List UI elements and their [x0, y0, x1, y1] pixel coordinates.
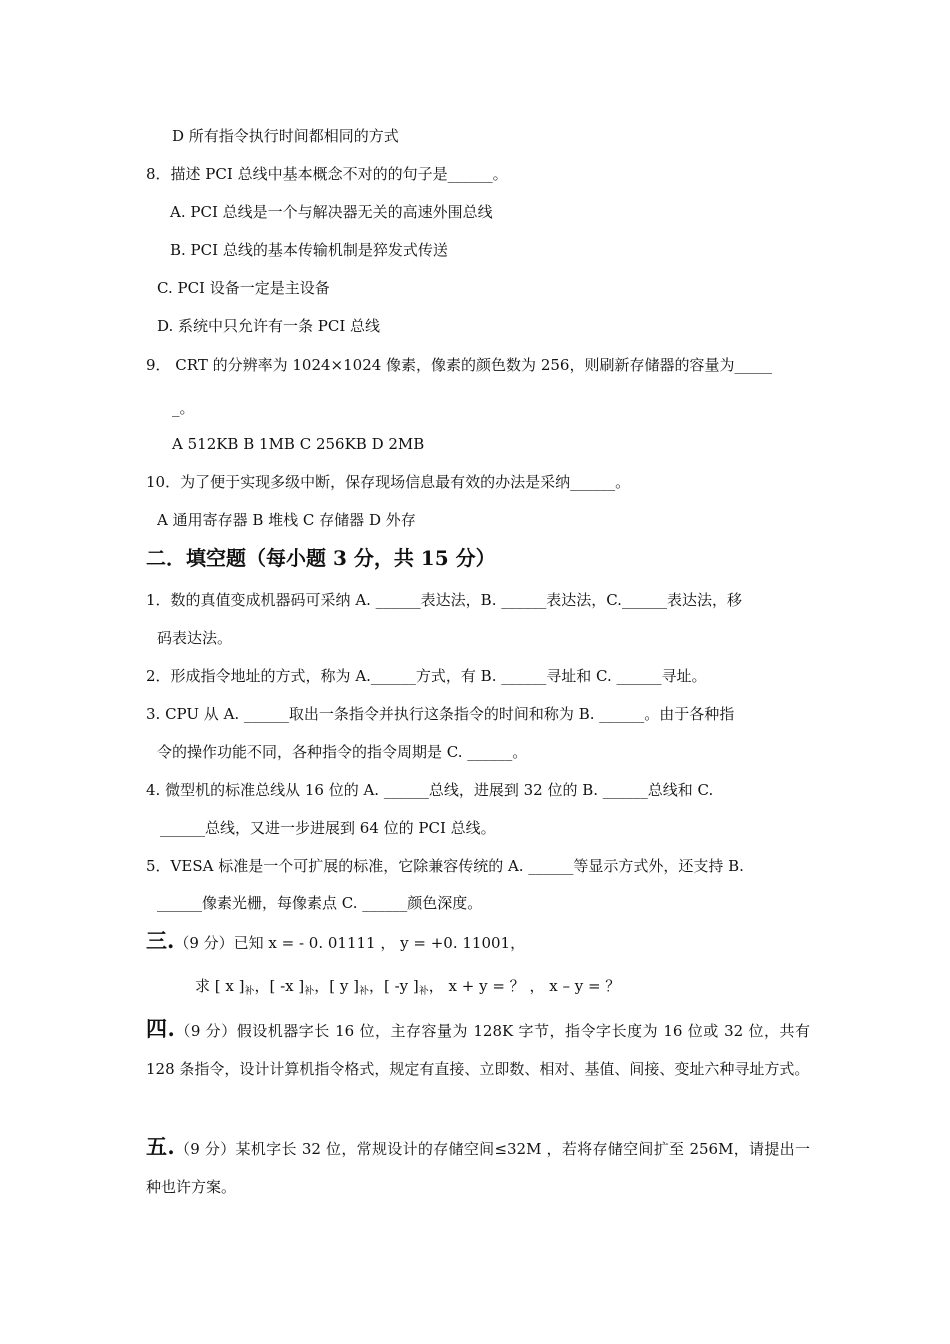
section-3-number: 三.	[146, 928, 175, 953]
ask-tail: ， x + y = ？ ， x – y = ？	[428, 977, 621, 995]
q9-stem-continued: _。	[172, 399, 195, 417]
section-2-heading: 二．填空题（每小题 3 分，共 15 分）	[146, 546, 496, 570]
s2-q4-line2: ______总线，又进一步进展到 64 位的 PCI 总线。	[160, 819, 496, 837]
section-5-number: 五.	[146, 1134, 175, 1159]
section-4-number: 四.	[146, 1016, 175, 1041]
ask-negx-sub: 补	[304, 986, 315, 997]
s2-q1-line2: 码表达法。	[157, 629, 233, 647]
s2-q3-line2: 令的操作功能不同，各种指令的指令周期是 C. ______。	[157, 743, 528, 761]
q10-stem: 10．为了便于实现多级中断，保存现场信息最有效的办法是采纳______。	[146, 473, 631, 491]
q9-stem: 9． CRT 的分辨率为 1024×1024 像素，像素的颜色数为 256，则刷新存储器的容量为_____	[146, 356, 772, 374]
q9-options: A 512KB B 1MB C 256KB D 2MB	[172, 435, 425, 453]
section-3-text: （9 分）已知 x = - 0. 01111 ， y = +0. 11001，	[174, 934, 526, 952]
ask-negy-sub: 补	[418, 986, 429, 997]
s2-q5-line2: ______像素光栅，每像素点 C. ______颜色深度。	[157, 894, 483, 912]
q7-option-d: D 所有指令执行时间都相同的方式	[172, 127, 399, 145]
section-3-question	[195, 976, 620, 999]
s2-q1-line1: 1．数的真值变成机器码可采纳 A. ______表达法，B. ______表达法，C.______表达法，移	[146, 591, 742, 609]
section-4-text: （9 分）假设机器字长 16 位，主存容量为 128K 字节，指令字长度为 16 位或 32 位，共有 128 条指令，设计计算机指令格式，规定有直接、立即数、相对、基值、间接、变址六种寻址方式。	[146, 1022, 810, 1078]
section-5-paragraph	[146, 1128, 810, 1206]
ask-y: ，[ y ]	[314, 977, 359, 995]
ask-x-sub: 补	[244, 986, 255, 997]
ask-negx: ，[ -x ]	[254, 977, 305, 995]
s2-q4-line1: 4. 微型机的标准总线从 16 位的 A. ______总线，进展到 32 位的 B. ______总线和 C.	[146, 781, 714, 799]
q8-option-c: C. PCI 设备一定是主设备	[157, 279, 330, 297]
section-5-text: （9 分）某机字长 32 位，常规设计的存储空间≤32M ，若将存储空间扩至 256M，请提出一种也许方案。	[146, 1140, 810, 1196]
section-4-paragraph	[146, 1010, 810, 1088]
ask-y-sub: 补	[358, 986, 369, 997]
s2-q5-line1: 5．VESA 标准是一个可扩展的标准，它除兼容传统的 A. ______等显示方式外，还支持 B.	[146, 857, 744, 875]
s2-q2: 2．形成指令地址的方式，称为 A.______方式，有 B. ______寻址和 C. ______寻址。	[146, 667, 707, 685]
q8-option-b: B. PCI 总线的基本传输机制是猝发式传送	[170, 241, 448, 259]
ask-x: 求 [ x ]	[195, 977, 245, 995]
q8-option-d: D. 系统中只允许有一条 PCI 总线	[157, 317, 381, 335]
s2-q3-line1: 3. CPU 从 A. ______取出一条指令并执行这条指令的时间和称为 B. ______。由于各种指	[146, 705, 735, 723]
section-3-line	[146, 928, 526, 953]
q8-stem: 8．描述 PCI 总线中基本概念不对的的句子是______。	[146, 165, 508, 183]
q8-option-a: A. PCI 总线是一个与解决器无关的高速外围总线	[170, 203, 493, 221]
q10-options: A 通用寄存器 B 堆栈 C 存储器 D 外存	[157, 511, 416, 529]
ask-negy: ，[ -y ]	[368, 977, 419, 995]
